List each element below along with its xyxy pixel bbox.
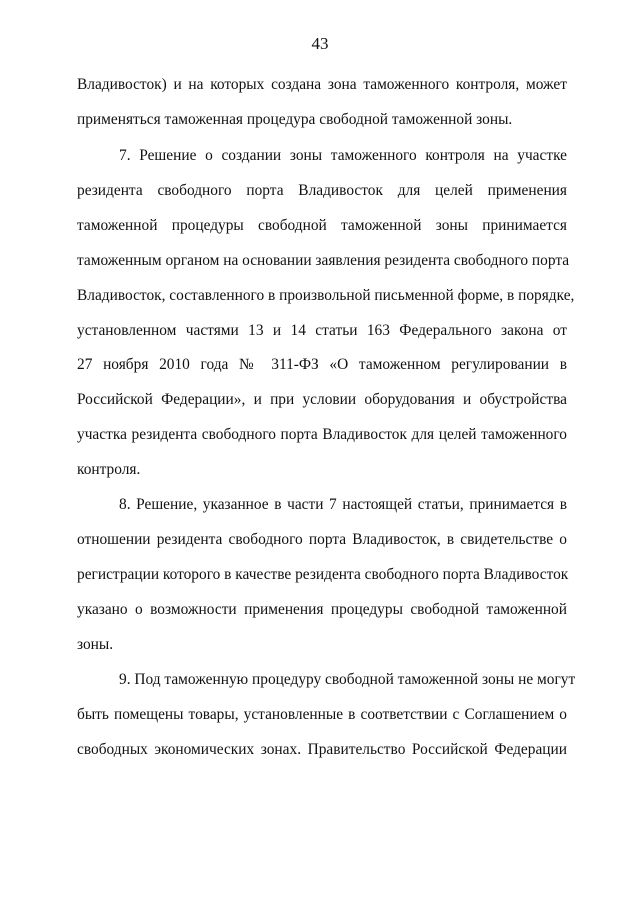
text-line: 9. Под таможенную процедуру свободной таможенной зоны не могут: [119, 671, 576, 688]
text-line: резидента свободного порта Владивосток для целей применения: [77, 182, 567, 199]
text-line: применяться таможенная процедура свободной таможенной зоны.: [77, 111, 513, 128]
text-line: регистрации которого в качестве резидента свободного порта Владивосток: [77, 566, 569, 583]
text-line: быть помещены товары, установленные в соответствии с Соглашением о: [77, 706, 567, 723]
text-line: Владивосток) и на которых создана зона таможенного контроля, может: [77, 76, 567, 93]
text-line: 27 ноября 2010 года № 311-ФЗ «О таможенном регулировании в: [77, 356, 567, 373]
text-line: Российской Федерации», и при условии оборудования и обустройства: [77, 391, 567, 408]
text-line: таможенным органом на основании заявления резидента свободного порта: [77, 252, 570, 269]
text-line: свободных экономических зонах. Правительство Российской Федерации: [77, 741, 567, 758]
text-line: Владивосток, составленного в произвольной письменной форме, в порядке,: [77, 287, 575, 304]
text-line: 8. Решение, указанное в части 7 настоящей статьи, принимается в: [119, 496, 567, 513]
text-line: 7. Решение о создании зоны таможенного контроля на участке: [119, 147, 567, 164]
text-line: зоны.: [77, 636, 114, 653]
text-line: таможенной процедуры свободной таможенной зоны принимается: [77, 217, 567, 234]
text-line: контроля.: [77, 461, 141, 478]
text-line: установленном частями 13 и 14 статьи 163 Федерального закона от: [77, 322, 567, 339]
text-line: отношении резидента свободного порта Владивосток, в свидетельстве о: [77, 531, 567, 548]
text-line: участка резидента свободного порта Владивосток для целей таможенного: [77, 426, 567, 443]
page-number: 43: [311, 34, 329, 53]
text-line: указано о возможности применения процедуры свободной таможенной: [77, 601, 567, 618]
